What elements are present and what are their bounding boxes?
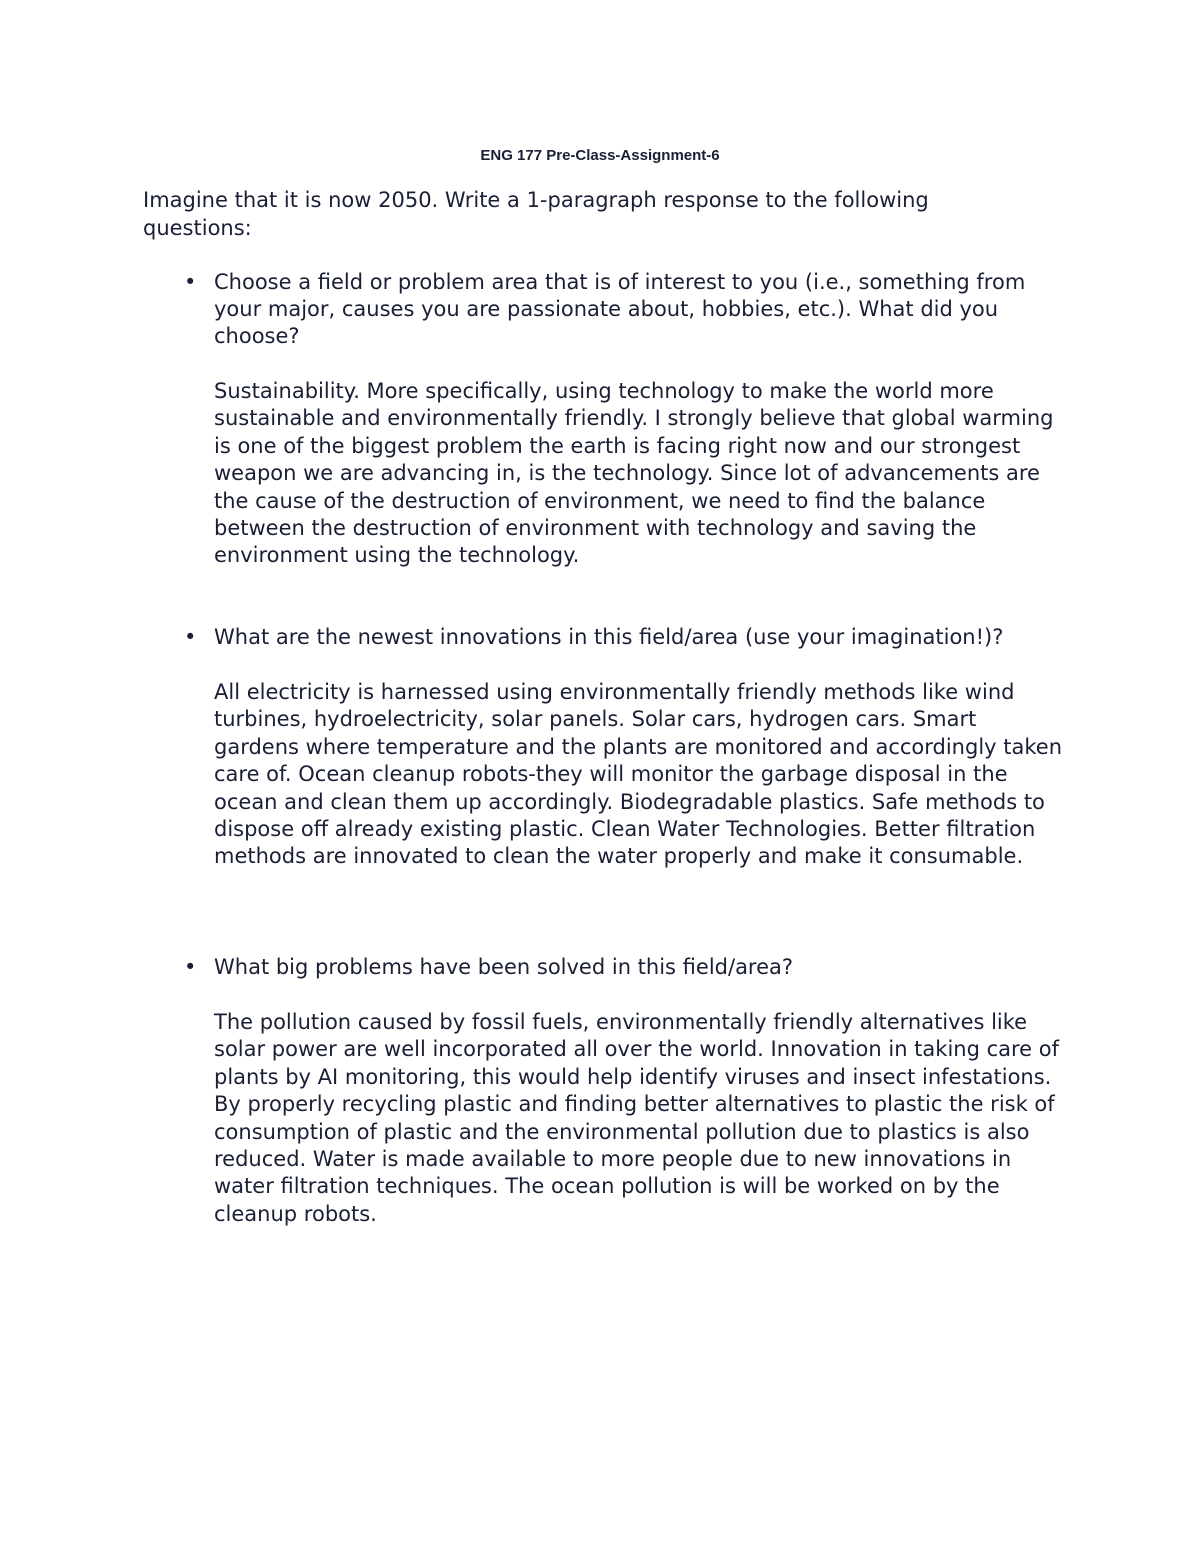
question-section-3: [184, 954, 1064, 1228]
answer-3: The pollution caused by fossil fuels, environmentally friendly alternatives like solar power are well incorporated all over the world. Innovation in taking care of plants by AI monitoring, this would help identify viruses and insect infestations. By properly recycling plastic and finding better alternatives to plastic the risk of consumption of plastic and the environmental pollution due to plastics is also reduced. Water is made available to more people due to new innovations in water filtration techniques. The ocean pollution is will be worked on by the cleanup robots.: [214, 1010, 1060, 1226]
question-3: [184, 954, 1064, 981]
bullet-icon: •: [184, 625, 197, 649]
question-section-1: [184, 269, 1064, 570]
answer-1: Sustainability. More specifically, using technology to make the world more sustainable and environmentally friendly. I strongly believe that global warming is one of the biggest problem the earth is facing right now and our strongest weapon we are advancing in, is the technology. Since lot of advancements are the cause of the destruction of environment, we need to find the balance between the destruction of environment with technology and saving the environment using the technology.: [214, 379, 1054, 568]
intro-paragraph: Imagine that it is now 2050. Write a 1-paragraph response to the following questions:: [143, 188, 929, 240]
question-3-text: What big problems have been solved in this field/area?: [214, 955, 794, 979]
question-section-2: [184, 624, 1064, 871]
bullet-icon: •: [184, 955, 197, 979]
document-title: ENG 177 Pre-Class-Assignment-6: [480, 147, 720, 164]
question-1: [184, 269, 1064, 350]
answer-2: All electricity is harnessed using environmentally friendly methods like wind turbines, hydroelectricity, solar panels. Solar cars, hydrogen cars. Smart gardens where temperature and the plants are monitored and accordingly taken care of. Ocean cleanup robots-they will monitor the garbage disposal in the ocean and clean them up accordingly. Biodegradable plastics. Safe methods to dispose off already existing plastic. Clean Water Technologies. Better filtration methods are innovated to clean the water properly and make it consumable.: [214, 680, 1063, 869]
question-2: [184, 624, 1064, 651]
question-2-text: What are the newest innovations in this field/area (use your imagination!)?: [214, 625, 1004, 649]
bullet-icon: •: [184, 270, 197, 294]
question-1-text: Choose a field or problem area that is of interest to you (i.e., something from your major, causes you are passionate about, hobbies, etc.). What did you choose?: [214, 270, 1026, 348]
